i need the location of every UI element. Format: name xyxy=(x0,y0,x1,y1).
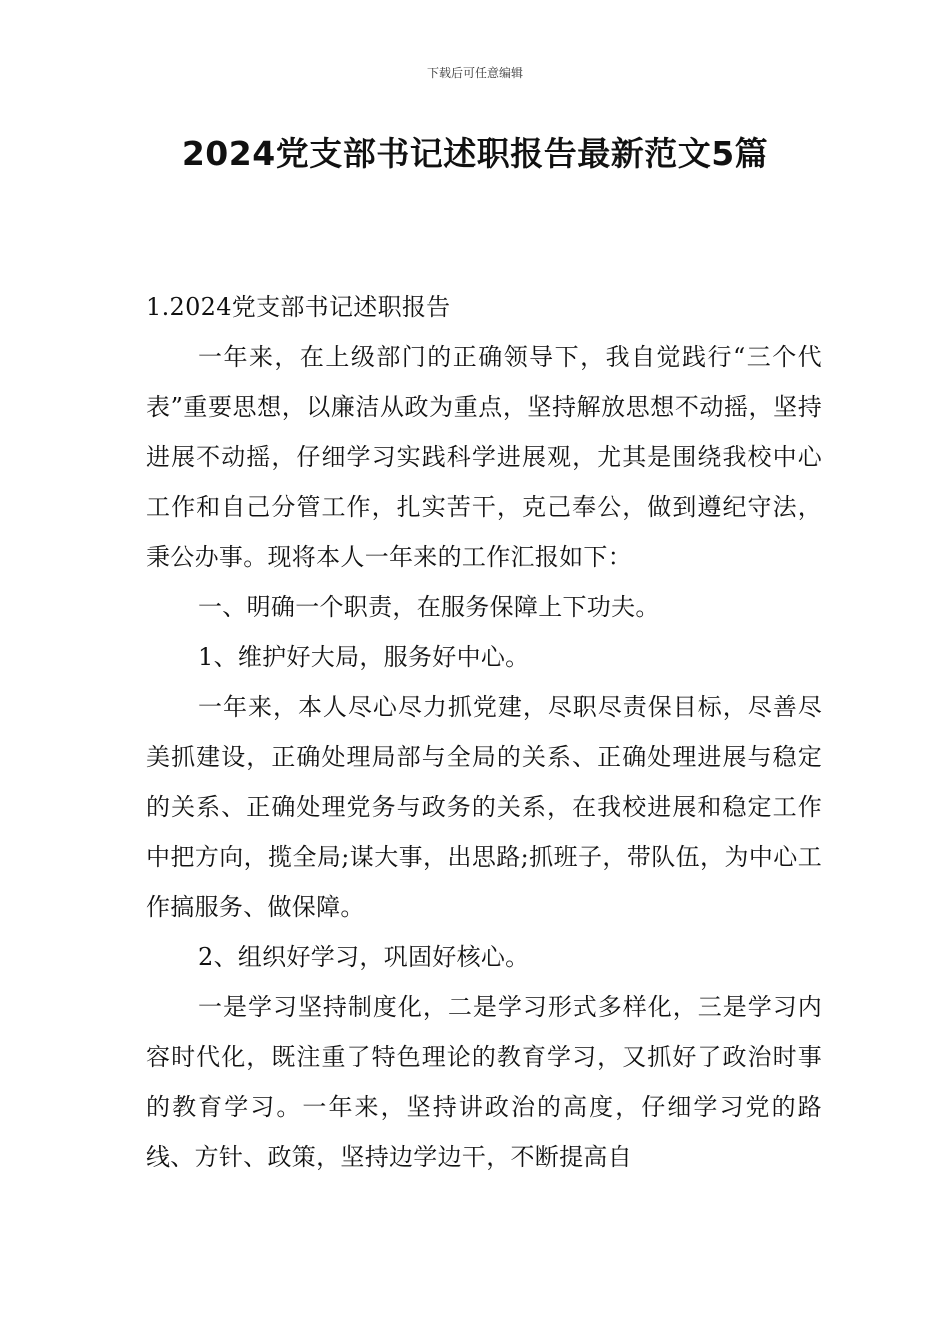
paragraph-body-2: 一是学习坚持制度化，二是学习形式多样化，三是学习内容时代化，既注重了特色理论的教育学习，又抓好了政治时事的教育学习。一年来，坚持讲政治的高度，仔细学习党的路线、方针、政策，坚持边学边干，不断提高自 xyxy=(146,993,822,1171)
paragraph-subheading-1: 1、维护好大局，服务好中心。 xyxy=(198,643,530,671)
paragraph-heading-1: 一、明确一个职责，在服务保障上下功夫。 xyxy=(198,593,660,621)
document-title: 2024党支部书记述职报告最新范文5篇 xyxy=(181,134,769,173)
paragraph-body-1: 一年来，本人尽心尽力抓党建，尽职尽责保目标，尽善尽美抓建设，正确处理局部与全局的关系、正确处理进展与稳定的关系、正确处理党务与政务的关系，在我校进展和稳定工作中把方向，揽全局;谋大事，出思路;抓班子，带队伍，为中心工作搞服务、做保障。 xyxy=(146,693,822,921)
document-body xyxy=(146,282,822,1182)
paragraph-subheading-2: 2、组织好学习，巩固好核心。 xyxy=(198,943,530,971)
section-heading: 1.2024党支部书记述职报告 xyxy=(146,293,451,321)
header-note: 下载后可任意编辑 xyxy=(426,66,523,80)
paragraph-intro: 一年来，在上级部门的正确领导下，我自觉践行“三个代表”重要思想，以廉洁从政为重点，坚持解放思想不动摇，坚持进展不动摇，仔细学习实践科学进展观，尤其是围绕我校中心工作和自己分管工作，扎实苦干，克己奉公，做到遵纪守法，秉公办事。现将本人一年来的工作汇报如下： xyxy=(146,343,822,571)
